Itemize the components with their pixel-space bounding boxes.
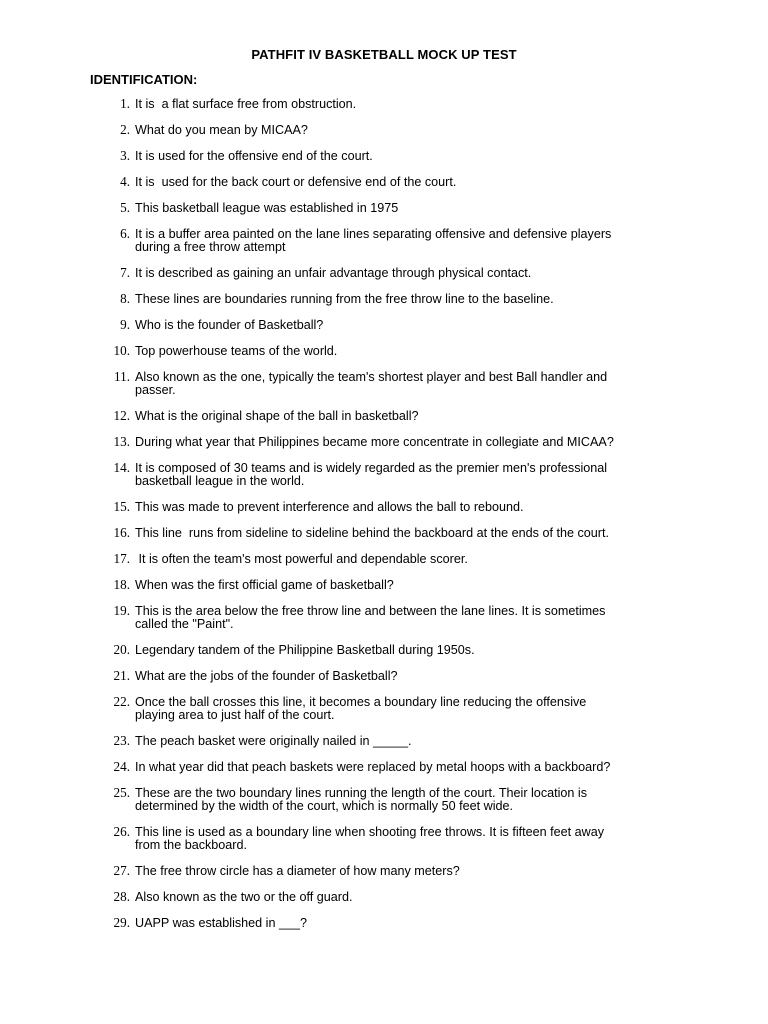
question-text: These are the two boundary lines running the length of the court. Their location is determined by the width of the court, which is normally 50 feet wide. xyxy=(135,786,588,813)
question-text: It is a flat surface free from obstruction. xyxy=(135,97,357,111)
question-item xyxy=(0,410,675,436)
question-item xyxy=(0,98,675,124)
question-text: Legendary tandem of the Philippine Basketball during 1950s. xyxy=(135,643,475,657)
question-number: 9. xyxy=(120,317,130,332)
question-number: 25. xyxy=(113,785,130,800)
question-item xyxy=(0,202,675,228)
question-list xyxy=(0,98,768,943)
question-number: 17. xyxy=(113,551,130,566)
question-item xyxy=(0,696,675,735)
question-number: 28. xyxy=(113,889,130,904)
question-number: 26. xyxy=(113,824,130,839)
question-number: 1. xyxy=(120,96,130,111)
question-text: It is often the team's most powerful and dependable scorer. xyxy=(135,552,468,566)
question-item xyxy=(0,865,675,891)
question-number: 13. xyxy=(113,434,130,449)
question-text: The free throw circle has a diameter of how many meters? xyxy=(135,864,460,878)
question-item xyxy=(0,579,675,605)
question-number: 11. xyxy=(114,369,130,384)
question-text: Who is the founder of Basketball? xyxy=(135,318,324,332)
section-heading: IDENTIFICATION: xyxy=(90,72,198,87)
question-number: 29. xyxy=(113,915,130,930)
question-item xyxy=(0,605,675,644)
question-number: 3. xyxy=(120,148,130,163)
question-number: 5. xyxy=(120,200,130,215)
document-title: PATHFIT IV BASKETBALL MOCK UP TEST xyxy=(251,47,517,62)
question-item xyxy=(0,527,675,553)
question-item xyxy=(0,345,675,371)
question-text: In what year did that peach baskets were replaced by metal hoops with a backboard? xyxy=(135,760,611,774)
question-number: 2. xyxy=(120,122,130,137)
question-item xyxy=(0,826,675,865)
question-item xyxy=(0,319,675,345)
question-item xyxy=(0,553,675,579)
question-number: 6. xyxy=(120,226,130,241)
question-text: It is composed of 30 teams and is widely regarded as the premier men's professional basketball league in the world. xyxy=(135,461,608,488)
question-item xyxy=(0,735,675,761)
question-text: Once the ball crosses this line, it becomes a boundary line reducing the offensive playing area to just half of the court. xyxy=(135,695,587,722)
question-item xyxy=(0,917,675,943)
question-text: This was made to prevent interference and allows the ball to rebound. xyxy=(135,500,524,514)
question-text: What are the jobs of the founder of Basketball? xyxy=(135,669,398,683)
question-text: It is a buffer area painted on the lane lines separating offensive and defensive players during a free throw attempt xyxy=(135,227,612,254)
question-text: It is used for the back court or defensive end of the court. xyxy=(135,175,457,189)
question-text: When was the first official game of basketball? xyxy=(135,578,394,592)
question-item xyxy=(0,644,675,670)
question-item xyxy=(0,436,675,462)
question-item xyxy=(0,293,675,319)
question-item xyxy=(0,761,675,787)
question-text: What do you mean by MICAA? xyxy=(135,123,308,137)
question-number: 7. xyxy=(120,265,130,280)
question-item xyxy=(0,267,675,293)
question-item xyxy=(0,124,675,150)
question-number: 24. xyxy=(113,759,130,774)
question-text: What is the original shape of the ball in basketball? xyxy=(135,409,419,423)
question-item xyxy=(0,371,675,410)
question-text: This basketball league was established in 1975 xyxy=(135,201,399,215)
question-number: 10. xyxy=(113,343,130,358)
question-item xyxy=(0,787,675,826)
question-item xyxy=(0,462,675,501)
question-text: Also known as the one, typically the team's shortest player and best Ball handler and passer. xyxy=(135,370,608,397)
question-item xyxy=(0,150,675,176)
question-number: 27. xyxy=(113,863,130,878)
question-text: Top powerhouse teams of the world. xyxy=(135,344,338,358)
question-text: This is the area below the free throw line and between the lane lines. It is sometimes called the "Paint". xyxy=(135,604,606,631)
question-number: 19. xyxy=(113,603,130,618)
question-number: 8. xyxy=(120,291,130,306)
question-item xyxy=(0,176,675,202)
question-text: During what year that Philippines became more concentrate in collegiate and MICAA? xyxy=(135,435,614,449)
question-number: 22. xyxy=(113,694,130,709)
question-number: 15. xyxy=(113,499,130,514)
question-number: 4. xyxy=(120,174,130,189)
question-item xyxy=(0,228,675,267)
question-item xyxy=(0,501,675,527)
question-number: 14. xyxy=(113,460,130,475)
question-text: It is described as gaining an unfair advantage through physical contact. xyxy=(135,266,532,280)
question-item xyxy=(0,891,675,917)
question-text: This line is used as a boundary line when shooting free throws. It is fifteen feet away from the backboard. xyxy=(135,825,605,852)
question-number: 18. xyxy=(113,577,130,592)
question-item xyxy=(0,670,675,696)
question-number: 23. xyxy=(113,733,130,748)
question-text: This line runs from sideline to sideline behind the backboard at the ends of the court. xyxy=(135,526,609,540)
question-text: These lines are boundaries running from the free throw line to the baseline. xyxy=(135,292,554,306)
question-text: UAPP was established in ___? xyxy=(135,916,307,930)
question-number: 21. xyxy=(113,668,130,683)
question-number: 16. xyxy=(113,525,130,540)
question-text: Also known as the two or the off guard. xyxy=(135,890,353,904)
question-text: It is used for the offensive end of the court. xyxy=(135,149,373,163)
question-number: 12. xyxy=(113,408,130,423)
question-number: 20. xyxy=(113,642,130,657)
question-text: The peach basket were originally nailed in _____. xyxy=(135,734,412,748)
